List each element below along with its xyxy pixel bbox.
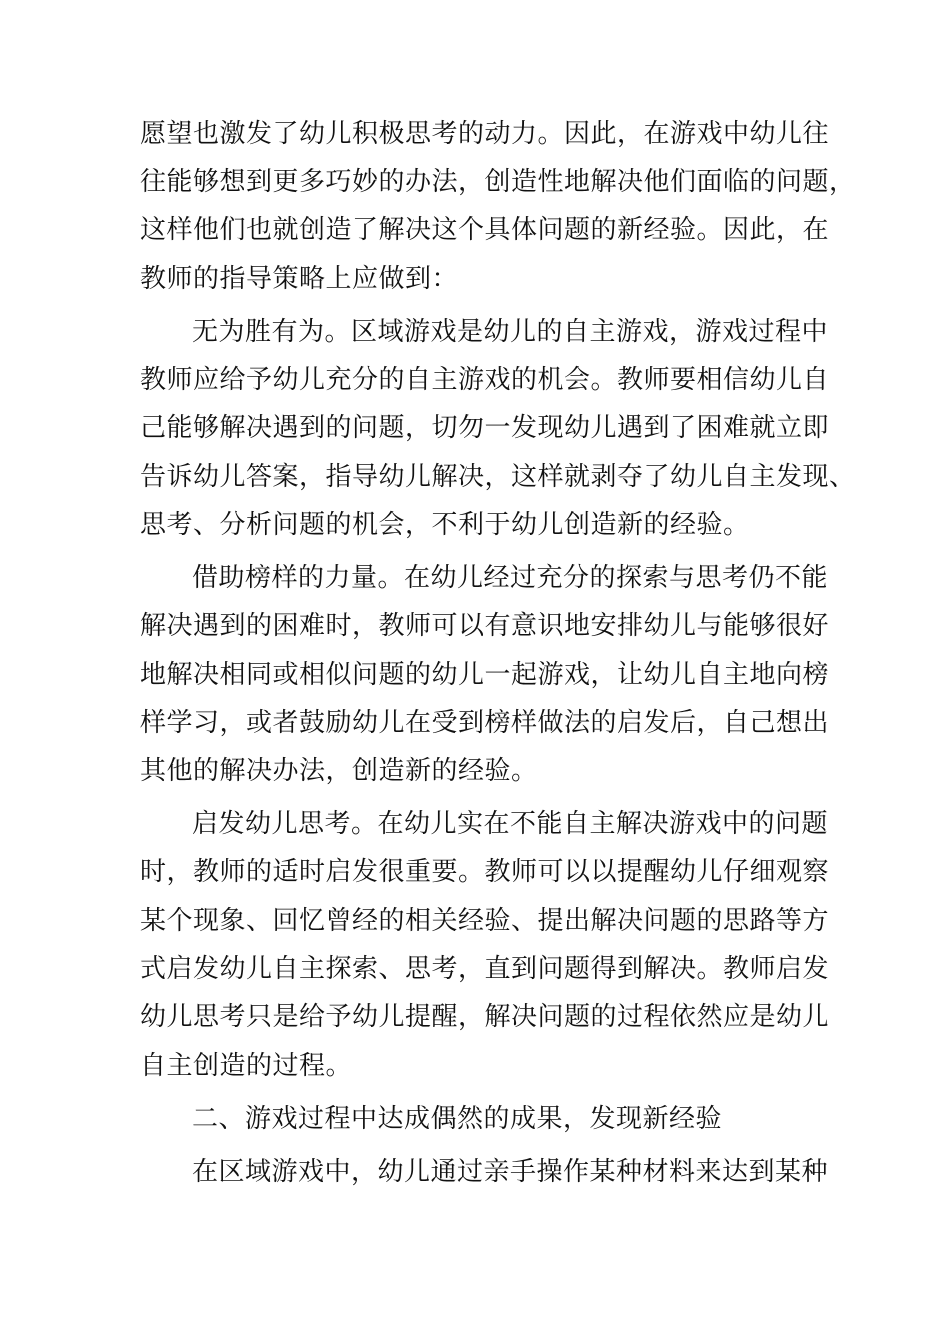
text-line: 幼儿思考只是给予幼儿提醒，解决问题的过程依然应是幼儿 <box>140 1002 830 1032</box>
text-line: 己能够解决遇到的问题，切勿一发现幼儿遇到了困难就立即 <box>140 413 830 443</box>
text-line: 某个现象、回忆曾经的相关经验、提出解决问题的思路等方 <box>140 906 830 936</box>
paragraph-first-line: 在区域游戏中，幼儿通过亲手操作某种材料来达到某种 <box>192 1157 829 1187</box>
text-line: 地解决相同或相似问题的幼儿一起游戏，让幼儿自主地向榜 <box>140 660 830 690</box>
text-line: 教师的指导策略上应做到： <box>140 264 459 294</box>
text-line: 思考、分析问题的机会，不利于幼儿创造新的经验。 <box>140 510 750 540</box>
text-line: 解决遇到的困难时，教师可以有意识地安排幼儿与能够很好 <box>140 611 830 641</box>
text-line: 告诉幼儿答案，指导幼儿解决，这样就剥夺了幼儿自主发现、 <box>140 462 856 492</box>
section-heading: 二、游戏过程中达成偶然的成果，发现新经验 <box>192 1104 723 1134</box>
text-line: 时，教师的适时启发很重要。教师可以以提醒幼儿仔细观察 <box>140 857 830 887</box>
text-line: 愿望也激发了幼儿积极思考的动力。因此，在游戏中幼儿往 <box>140 119 830 149</box>
text-line: 教师应给予幼儿充分的自主游戏的机会。教师要相信幼儿自 <box>140 365 830 395</box>
text-line: 往能够想到更多巧妙的办法，创造性地解决他们面临的问题， <box>140 167 856 197</box>
paragraph-first-line: 无为胜有为。区域游戏是幼儿的自主游戏，游戏过程中 <box>192 317 829 347</box>
paragraph-first-line: 借助榜样的力量。在幼儿经过充分的探索与思考仍不能 <box>192 563 829 593</box>
text-line: 式启发幼儿自主探索、思考，直到问题得到解决。教师启发 <box>140 954 830 984</box>
text-line: 自主创造的过程。 <box>140 1051 353 1081</box>
text-line: 这样他们也就创造了解决这个具体问题的新经验。因此，在 <box>140 215 830 245</box>
text-line: 样学习，或者鼓励幼儿在受到榜样做法的启发后，自己想出 <box>140 708 830 738</box>
text-line: 其他的解决办法，创造新的经验。 <box>140 756 538 786</box>
paragraph-first-line: 启发幼儿思考。在幼儿实在不能自主解决游戏中的问题 <box>192 809 829 839</box>
